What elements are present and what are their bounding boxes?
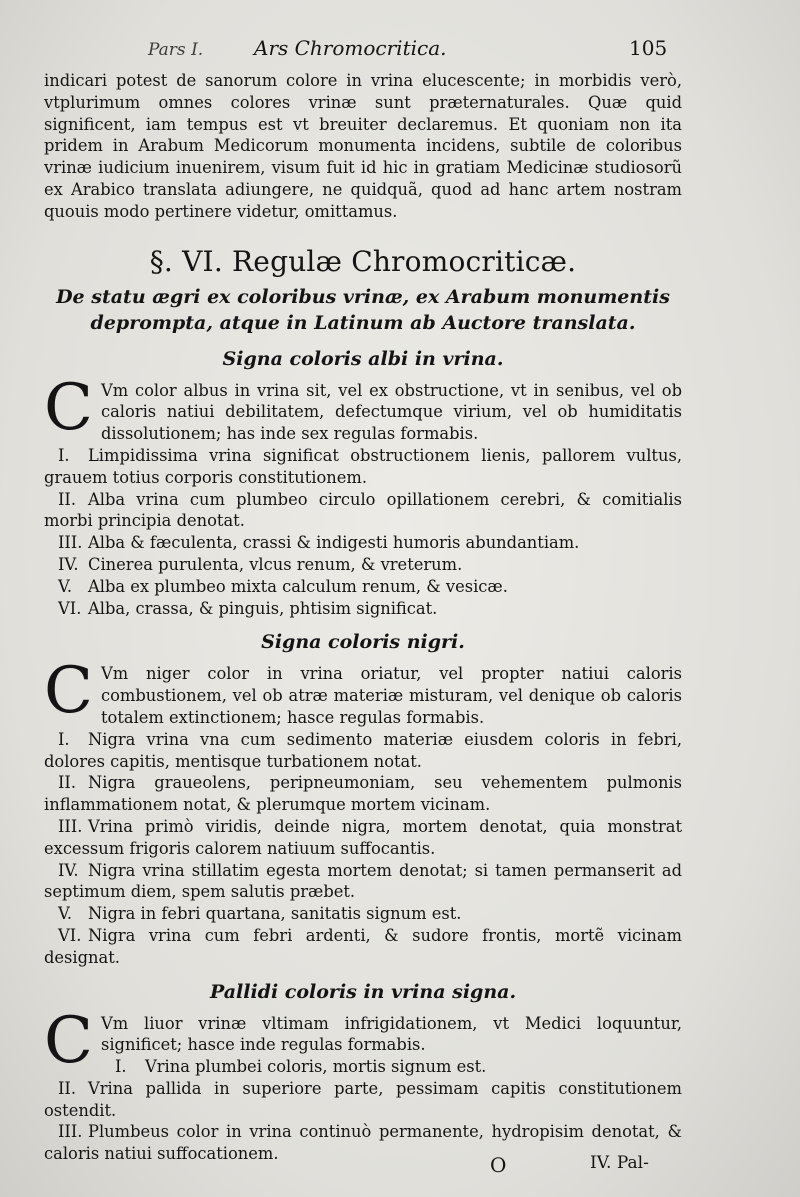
rule-text: Alba vrina cum plumbeo circulo opillationem cerebri, & comitialis morbi principia denotat.	[44, 489, 682, 531]
rule-number: V.	[58, 576, 73, 596]
rule-text: Nigra vrina stillatim egesta mortem denotat; si tamen permanserit ad septimum diem, spem salutis præbet.	[44, 860, 682, 902]
section-intro-albi	[44, 370, 682, 445]
rule-list-pallidi	[44, 1056, 682, 1165]
rule-number: IV.	[58, 554, 79, 574]
rule-number: VI.	[58, 925, 82, 945]
rule-number: II.	[58, 489, 77, 509]
section-heading-nigri: Signa coloris nigri.	[261, 631, 465, 654]
rule-item	[44, 816, 682, 860]
rule-item	[44, 598, 682, 620]
rule-text: Vrina primò viridis, deinde nigra, mortem denotat, quia monstrat excessum frigoris calorem natiuum suffocantis.	[44, 816, 682, 858]
rule-list-albi	[44, 445, 682, 619]
rule-number: III.	[58, 533, 83, 553]
section-intro-nigri	[44, 654, 682, 729]
rule-text: Limpidissima vrina significat obstructionem lienis, pallorem vultus, grauem totius corporis constitutionem.	[44, 445, 682, 487]
section-title: §. VI. Regulæ Chromocriticæ.	[149, 244, 577, 278]
rule-number: I.	[58, 445, 70, 465]
rule-text: Vrina pallida in superiore parte, pessimam capitis constitutionem ostendit.	[44, 1078, 682, 1120]
rule-number: I.	[58, 729, 70, 749]
page-number: 105	[629, 36, 668, 60]
section-heading-albi: Signa coloris albi in vrina.	[222, 347, 504, 370]
running-head-title: Ars Chromocritica.	[254, 36, 447, 60]
signature-mark: O	[490, 1153, 507, 1177]
rule-item	[44, 925, 682, 969]
rule-item	[44, 903, 682, 925]
section-heading-pallidi: Pallidi coloris in vrina signa.	[209, 980, 517, 1003]
rule-number: V.	[58, 904, 73, 924]
dropcap: C	[44, 1003, 93, 1078]
rule-item	[44, 729, 682, 773]
section-subtitle-line-1: De statu ægri ex coloribus vrinæ, ex Arabum monumentis	[56, 285, 670, 308]
rule-text: Nigra in febri quartana, sanitatis signum est.	[88, 904, 462, 924]
running-head-part: Pars I.	[148, 40, 204, 60]
rule-text: Cinerea purulenta, vlcus renum, & vreterum.	[88, 554, 463, 574]
running-head	[44, 30, 682, 70]
rule-number: III.	[58, 816, 83, 836]
rule-item	[44, 1078, 682, 1122]
page-content	[44, 30, 682, 1165]
rule-item	[44, 772, 682, 816]
rule-number: III.	[58, 1122, 83, 1142]
rule-number: VI.	[58, 598, 82, 618]
catchword: IV. Pal-	[590, 1153, 649, 1173]
dropcap: C	[44, 654, 93, 729]
rule-text: Nigra vrina vna cum sedimento materiæ eiusdem coloris in febri, dolores capitis, mentisque turbationem notat.	[44, 729, 682, 771]
rule-number: II.	[58, 773, 77, 793]
rule-text: Alba & fæculenta, crassi & indigesti humoris abundantiam.	[88, 533, 580, 553]
rule-item	[44, 860, 682, 904]
section-subtitle	[44, 284, 682, 336]
rule-text: Alba, crassa, & pinguis, phtisim significat.	[88, 598, 438, 618]
rule-text: Alba ex plumbeo mixta calculum renum, & vesicæ.	[88, 576, 508, 596]
rule-item	[44, 554, 682, 576]
rule-text: Plumbeus color in vrina continuò permanente, hydropisim denotat, & caloris natiui suffocationem.	[44, 1122, 682, 1164]
rule-item	[44, 576, 682, 598]
intro-text: Vm liuor vrinæ vltimam infrigidationem, vt Medici loquuntur, significet; hasce inde regulas formabis.	[100, 1013, 682, 1055]
rule-item	[44, 1056, 682, 1078]
rule-text: Nigra vrina cum febri ardenti, & sudore frontis, mortẽ vicinam designat.	[44, 925, 682, 967]
rule-item	[44, 532, 682, 554]
intro-text: Vm color albus in vrina sit, vel ex obstructione, vt in senibus, vel ob caloris natiui debilitatem, defectumque virium, vel ob humiditatis dissolutionem; has inde sex regulas formabis.	[100, 380, 682, 444]
rule-text: Vrina plumbei coloris, mortis signum est.	[144, 1057, 487, 1077]
page-footer	[0, 1153, 800, 1183]
rule-list-nigri	[44, 729, 682, 969]
rule-number: II.	[58, 1078, 77, 1098]
rule-item	[44, 445, 682, 489]
section-subtitle-line-2: deprompta, atque in Latinum ab Auctore translata.	[90, 311, 636, 334]
rule-number: I.	[114, 1057, 127, 1077]
intro-paragraph: indicari potest de sanorum colore in vrina elucescente; in morbidis verò, vtplurimum omnes colores vrinæ sunt præternaturales. Quæ quid significent, iam tempus est vt breuiter declaremus. Et quoniam non ita pridem in Arabum Medicorum monumenta incidens, subtile de coloribus vrinæ iudicium inuenirem, visum fuit id hic in gratiam Medicinæ studiosorũ ex Arabico translata adiungere, ne quidquã, quod ad hanc artem nostram quouis modo pertinere videtur, omittamus.	[44, 71, 682, 221]
intro-text: Vm niger color in vrina oriatur, vel propter natiui caloris combustionem, vel ob atræ materiæ misturam, vel denique ob caloris totalem extinctionem; hasce regulas formabis.	[100, 664, 682, 727]
rule-item	[44, 489, 682, 533]
rule-text: Nigra graueolens, peripneumoniam, seu vehementem pulmonis inflammationem notat, & plerumque mortem vicinam.	[44, 773, 682, 815]
dropcap: C	[44, 370, 93, 445]
rule-number: IV.	[58, 860, 79, 880]
